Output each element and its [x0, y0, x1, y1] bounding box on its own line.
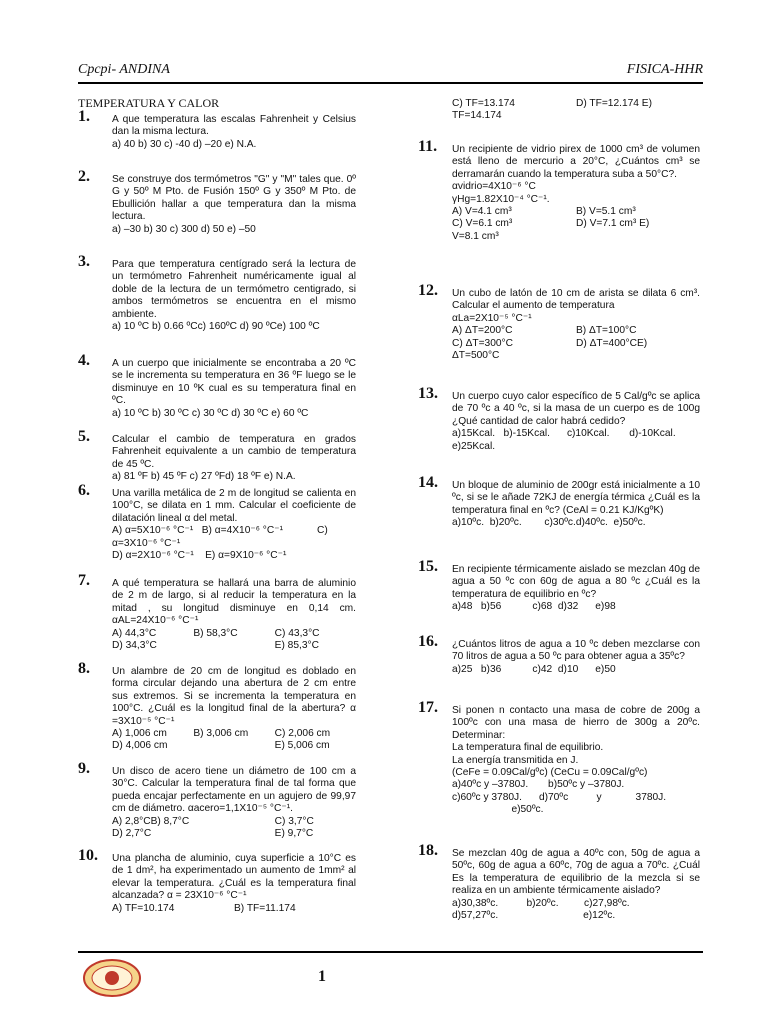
question-given: La temperatura final de equilibrio.: [452, 742, 604, 754]
question-19: [418, 842, 700, 922]
header-left: Cpcpi- ANDINA: [78, 62, 170, 77]
answer-option: D) 4,006 cm: [112, 740, 168, 752]
answer-option: B) TF=11.174: [234, 902, 296, 914]
answer-options-line: a)40ºc y –3780J. b)50ºc y –3780J.: [452, 779, 625, 791]
answer-option: [193, 816, 274, 828]
question-16: [418, 558, 700, 614]
answer-option: A) TF=10.174: [112, 902, 175, 914]
question-number: 3.: [78, 253, 90, 270]
answer-option: C) 2,006 cm: [274, 728, 331, 740]
answer-options-line: d)57,27ºc. e)12ºc.: [452, 910, 616, 922]
question-number: 12.: [418, 282, 438, 299]
question-number: 16.: [418, 633, 438, 650]
answer-options-line: c)60ºc y 3780J. d)70ºc y 3780J.: [452, 791, 667, 803]
answer-options-line: A) α=5X10⁻⁶ °C⁻¹ B) α=4X10⁻⁶ °C⁻¹ C): [112, 525, 328, 537]
answer-option: C) ΔT=300°C: [452, 337, 513, 349]
answer-options-line: a)25 b)36 c)42 d)10 e)50: [452, 663, 616, 675]
question-14: [418, 385, 700, 453]
question-number: 17.: [418, 699, 438, 716]
question-stem: Si ponen n contacto una masa de cobre de 200g a 100ºc con una masa de hierro de 300g a 20ºc. Determinar:: [452, 705, 700, 741]
answer-options: a) 81 ºF b) 45 ºF c) 27 ºFd) 18 ºF e) N.A.: [112, 471, 296, 483]
answer-option: E) 9,7°C: [274, 828, 314, 840]
answer-options-line: a)10ºc. b)20ºc. c)30ºc.d)40ºc. e)50ºc.: [452, 517, 646, 529]
question-number: 5.: [78, 428, 90, 445]
answer-options: a) 10 ºC b) 30 ºC c) 30 ºC d) 30 ºC e) 60 ºC: [112, 407, 309, 419]
question-number: 9.: [78, 760, 90, 777]
answer-option: D) 34,3°C: [112, 640, 157, 652]
question-number: 14.: [418, 474, 438, 491]
answer-option: B) 58,3°C: [193, 627, 238, 639]
question-11: [418, 98, 700, 123]
answer-options-row: [452, 325, 700, 337]
question-stem: ¿Cuántos litros de agua a 10 ºc deben mezclarse con 70 litros de agua a 50 ºc para obtener agua a 35ºc?: [452, 639, 700, 663]
answer-option: A) 1,006 cm: [112, 728, 167, 740]
question-stem: Un disco de acero tiene un diámetro de 100 cm a 30°C. Calcular la temperatura final de tal forma que pueda encajar perfectamente en un agujero de 99,97 cm de diámetro. αacero=1,1X10⁻⁵ °C⁻¹.: [112, 766, 356, 815]
question-18: [418, 699, 700, 817]
answer-options-row: [112, 816, 356, 828]
answer-option: A) 44,3°C: [112, 627, 157, 639]
answer-option: D) V=7.1 cm³ E): [576, 218, 650, 230]
question-number: 13.: [418, 385, 438, 402]
question-10: [78, 847, 356, 915]
question-given: (CeFe = 0.09Cal/gºc) (CeCu = 0.09Cal/gºc): [452, 767, 648, 779]
logo: [82, 958, 142, 998]
answer-options-row: [112, 640, 356, 652]
answer-option: E) 85,3°C: [274, 640, 319, 652]
answer-option: D) ΔT=400°CE): [576, 337, 648, 349]
question-5: [78, 428, 356, 484]
answer-option: D) 2,7°C: [112, 828, 152, 840]
answer-option: C) V=6.1 cm³: [452, 218, 513, 230]
question-number: 10.: [78, 847, 98, 864]
page-number: 1: [318, 968, 326, 985]
question-stem: Una plancha de aluminio, cuya superficie a 10°C es de 1 dm², ha experimentado un aumento de 1mm² al elevar la temperatura. ¿Cuál es la temperatura final alcanzada? α = 23X10⁻⁶ °C⁻¹: [112, 853, 356, 902]
question-stem: A un cuerpo que inicialmente se encontraba a 20 ºC se le incrementa su temperatura en 36 ºF luego se le disminuye en 10 ºK cual es su temperatura final en ºC.: [112, 358, 356, 407]
question-13: [418, 282, 700, 362]
question-number: 11.: [418, 138, 438, 155]
answer-option: [193, 740, 274, 752]
question-number: 4.: [78, 352, 90, 369]
answer-options-line: e)50ºc.: [452, 804, 544, 816]
question-number: 8.: [78, 660, 90, 677]
left-column: [78, 96, 356, 914]
question-stem: Una varilla metálica de 2 m de longitud se calienta en 100°C, se dilata en 1 mm. Calcular el coeficiente de dilatación lineal α del metal.: [112, 488, 356, 524]
answer-option-tail: V=8.1 cm³: [452, 230, 499, 242]
question-7: [78, 572, 356, 652]
question-2: [78, 168, 356, 236]
question-given: γHg=1.82X10⁻⁴ °C⁻¹.: [452, 193, 550, 205]
answer-option: D) TF=12.174 E): [576, 98, 652, 109]
question-stem: Para que temperatura centígrado será la lectura de un termómetro Fahrenheit numéricamente igual al doble de la lectura de un termómetro centigrado, si ambos termómetros se encuentra en el mismo ambiente.: [112, 259, 356, 320]
question-stem: Un alambre de 20 cm de longitud es doblado en forma circular dejando una abertura de 2 cm entre sus extremos. Si se incrementa la temperatura en 100°C. ¿Cuál es la longitud final de la abertura? α =3X10⁻⁵ °C⁻¹: [112, 666, 356, 727]
question-number: 2.: [78, 168, 90, 185]
question-3: [78, 253, 356, 333]
answer-options-row: [452, 98, 700, 110]
answer-options-row: [112, 728, 356, 740]
question-12: [418, 138, 700, 243]
answer-option: A) ΔT=200°C: [452, 325, 513, 337]
question-given: αvidrio=4X10⁻⁶ °C: [452, 181, 536, 193]
answer-options-line: e)25Kcal.: [452, 440, 496, 452]
question-given: αLa=2X10⁻⁵ °C⁻¹: [452, 312, 532, 324]
answer-options-row: [452, 206, 700, 218]
answer-option: E) 5,006 cm: [274, 740, 330, 752]
question-17: [418, 633, 700, 676]
answer-option-tail: TF=14.174: [452, 110, 502, 122]
answer-option: C) 3,7°C: [274, 815, 314, 827]
question-stem: A que temperatura las escalas Fahrenheit y Celsius dan la misma lectura.: [112, 114, 356, 138]
answer-options-row: [112, 628, 356, 640]
answer-options-line: D) α=2X10⁻⁶ °C⁻¹ E) α=9X10⁻⁶ °C⁻¹: [112, 550, 287, 562]
question-1: [78, 108, 356, 151]
footer-rule: [78, 951, 703, 953]
answer-options-row: [112, 903, 356, 915]
question-stem: Se mezclan 40g de agua a 40ºc con, 50g de agua a 50ºc, 60g de agua a 60ºc, 70g de agua a 70ºc. ¿Cuál Es la temperatura de equilibrio de la mezcla si se realiza en un ambiente térmicamente aislado?: [452, 848, 700, 897]
answer-option: A) 2,8°CB) 8,7°C: [112, 815, 190, 827]
question-number: 6.: [78, 482, 90, 499]
answer-options-row: [452, 338, 700, 350]
answer-option: C) 43,3°C: [274, 627, 320, 639]
header-rule: [78, 82, 703, 84]
question-stem: En recipiente térmicamente aislado se mezclan 40g de agua a 50 ºc con 60g de agua a 80 ºc ¿Cuál es la temperatura de equilibrio en ºc?: [452, 564, 700, 600]
question-stem: Se construye dos termómetros "G" y "M" tales que. 0º G y 50º M Pto. de Fusión 150º G y 350º M Pto. de Ebullición hallar a que temperatura dan la misma lectura.: [112, 174, 356, 223]
question-6: [78, 482, 356, 562]
answer-options-row: [112, 828, 356, 840]
question-number: 15.: [418, 558, 438, 575]
question-9: [78, 760, 356, 840]
answer-option: [193, 640, 274, 652]
page-header: [78, 60, 703, 80]
question-number: 7.: [78, 572, 90, 589]
question-4: [78, 352, 356, 420]
section-title: TEMPERATURA Y CALOR: [78, 96, 220, 110]
answer-options-line: a)30,38ºc. b)20ºc. c)27,98ºc.: [452, 897, 630, 909]
question-stem: Un cuerpo cuyo calor específico de 5 Cal/gºc se aplica de 70 ºc a 40 ºc, si la masa de un cuerpo es de 100g ¿Qué cantidad de calor habrá cedido?: [452, 391, 700, 427]
question-stem: Calcular el cambio de temperatura en grados Fahrenheit equivalente a un cambio de temperatura de 45 ºC.: [112, 434, 356, 470]
question-stem: Un cubo de latón de 10 cm de arista se dilata 6 cm³. Calcular el aumento de temperatura: [452, 288, 700, 312]
answer-option-tail: ΔT=500°C: [452, 350, 500, 362]
header-right: FISICA-HHR: [626, 62, 703, 77]
question-number: 1.: [78, 108, 90, 125]
question-stem: Un bloque de aluminio de 200gr está inicialmente a 10 ºc, si se le añade 72KJ de energía térmica ¿Cuál es la temperatura final en ºc? (CeAl = 0.21 KJ/KgºK): [452, 480, 700, 516]
answer-option: [193, 828, 274, 840]
answer-options: a) –30 b) 30 c) 300 d) 50 e) –50: [112, 223, 256, 235]
question-number: 18.: [418, 842, 438, 859]
answer-option: C) TF=13.174: [452, 98, 515, 109]
answer-options: a) 40 b) 30 c) -40 d) –20 e) N.A.: [112, 138, 257, 150]
answer-options-line: a)48 b)56 c)68 d)32 e)98: [452, 601, 616, 613]
answer-options-row: [112, 740, 356, 752]
answer-options-line: a)15Kcal. b)-15Kcal. c)10Kcal. d)-10Kcal.: [452, 428, 676, 440]
answer-options: a) 10 ºC b) 0.66 ºCc) 160ºC d) 90 ºCe) 100 ºC: [112, 321, 320, 333]
question-8: [78, 660, 356, 753]
answer-options-line: α=3X10⁻⁶ °C⁻¹: [112, 537, 181, 549]
answer-options-row: [452, 218, 700, 230]
answer-option: B) ΔT=100°C: [576, 325, 637, 337]
question-15: [418, 474, 700, 530]
question-given: La energía transmitida en J.: [452, 754, 579, 766]
answer-option: B) V=5.1 cm³: [576, 206, 636, 218]
question-stem: A qué temperatura se hallará una barra de aluminio de 2 m de largo, si al reducir la temperatura en la mitad , su longitud disminuye en 0,14 cm. αAL=24X10⁻⁶ °C⁻¹: [112, 578, 356, 627]
answer-option: A) V=4.1 cm³: [452, 206, 512, 218]
question-stem: Un recipiente de vidrio pirex de 1000 cm³ de volumen está lleno de mercurio a 20°C, ¿Cuántos cm³ se derramarán cuando la temperatura suba a 50°C?.: [452, 144, 700, 180]
answer-option: B) 3,006 cm: [193, 728, 249, 740]
